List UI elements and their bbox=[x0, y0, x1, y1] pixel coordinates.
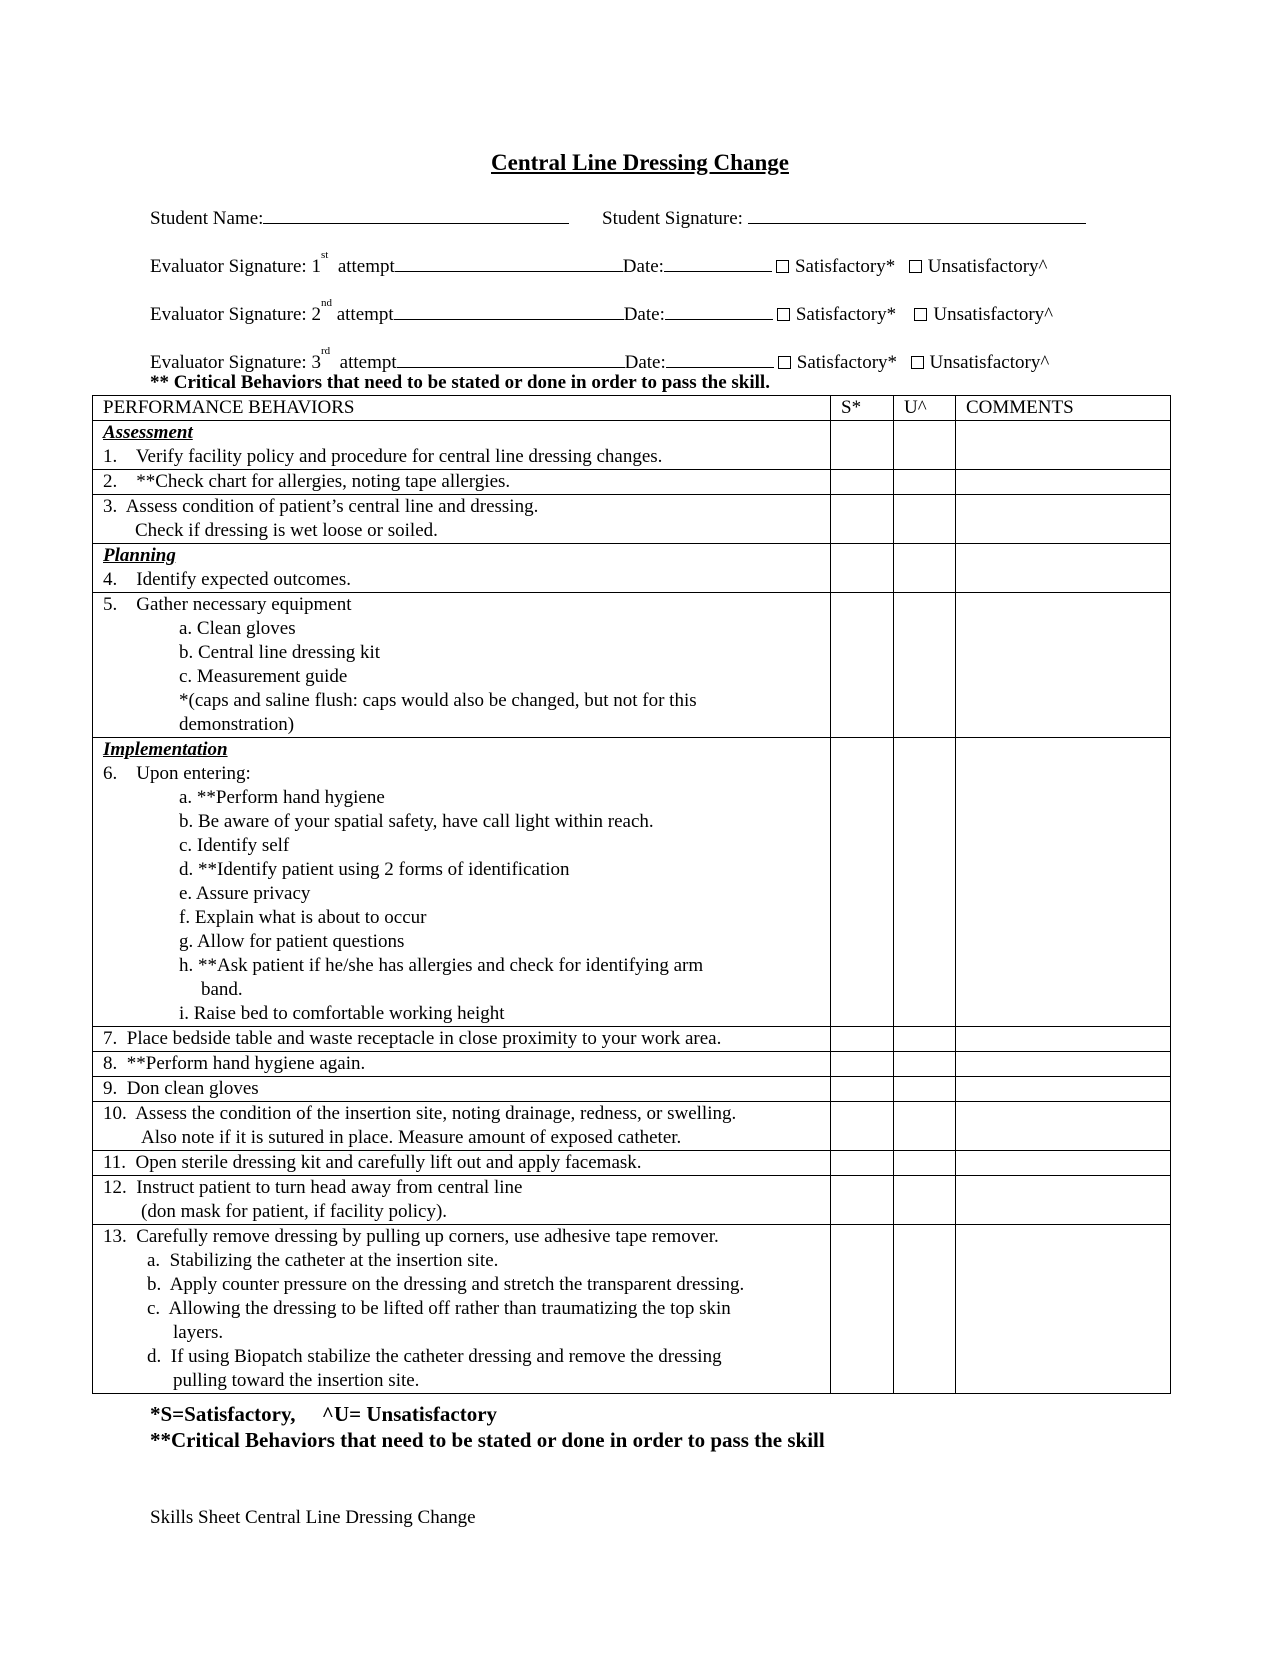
attempt-1-unsatisfactory-label: Unsatisfactory^ bbox=[927, 256, 1048, 277]
behavior-8: 8. **Perform hand hygiene again. bbox=[103, 1053, 366, 1074]
behavior-5c: c. Measurement guide bbox=[179, 666, 348, 687]
behavior-10: 10. Assess the condition of the insertion site, noting drainage, redness, or swelling. bbox=[103, 1103, 737, 1124]
table-row bbox=[93, 1052, 1171, 1077]
behavior-13c: c. Allowing the dressing to be lifted off rather than traumatizing the top skin bbox=[147, 1298, 731, 1319]
behavior-6i: i. Raise bed to comfortable working height bbox=[179, 1003, 505, 1024]
comments-cell[interactable] bbox=[956, 495, 1171, 544]
behavior-5d-cont: demonstration) bbox=[179, 714, 295, 735]
behavior-6h-cont: band. bbox=[201, 979, 243, 1000]
attempt-3-satisfactory-checkbox[interactable] bbox=[778, 356, 791, 369]
critical-behaviors-footer: **Critical Behaviors that need to be stated or done in order to pass the skill bbox=[150, 1428, 825, 1452]
behavior-13: 13. Carefully remove dressing by pulling up corners, use adhesive tape remover. bbox=[103, 1226, 719, 1247]
comments-cell[interactable] bbox=[956, 1102, 1171, 1151]
u-cell[interactable] bbox=[894, 470, 956, 495]
behavior-11: 11. Open sterile dressing kit and carefully lift out and apply facemask. bbox=[103, 1152, 642, 1173]
behavior-6b: b. Be aware of your spatial safety, have call light within reach. bbox=[179, 811, 654, 832]
critical-behaviors-note: ** Critical Behaviors that need to be stated or done in order to pass the skill. bbox=[150, 372, 770, 393]
u-cell[interactable] bbox=[894, 1225, 956, 1394]
behavior-6a: a. **Perform hand hygiene bbox=[179, 787, 385, 808]
table-header-row bbox=[93, 396, 1171, 421]
behavior-13d: d. If using Biopatch stabilize the catheter dressing and remove the dressing bbox=[147, 1346, 722, 1367]
s-cell[interactable] bbox=[831, 421, 894, 470]
table-row bbox=[93, 421, 1171, 470]
attempt-3-date-field[interactable] bbox=[666, 347, 774, 368]
s-cell[interactable] bbox=[831, 495, 894, 544]
table-row bbox=[93, 470, 1171, 495]
attempt-3-satisfactory-label: Satisfactory* bbox=[796, 352, 898, 373]
comments-cell[interactable] bbox=[956, 1052, 1171, 1077]
attempt-1-label: Evaluator Signature: 1 bbox=[150, 256, 321, 277]
table-row bbox=[93, 1027, 1171, 1052]
table-row bbox=[93, 1077, 1171, 1102]
attempt-3-unsatisfactory-checkbox[interactable] bbox=[911, 356, 924, 369]
behavior-6: 6. Upon entering: bbox=[103, 763, 251, 784]
legend: *S=Satisfactory, ^U= Unsatisfactory bbox=[150, 1402, 498, 1426]
attempt-2-date-field[interactable] bbox=[665, 299, 773, 320]
attempt-2-unsatisfactory-checkbox[interactable] bbox=[914, 308, 927, 321]
comments-cell[interactable] bbox=[956, 544, 1171, 593]
s-cell[interactable] bbox=[831, 1225, 894, 1394]
comments-cell[interactable] bbox=[956, 593, 1171, 738]
comments-cell[interactable] bbox=[956, 470, 1171, 495]
table-row bbox=[93, 1151, 1171, 1176]
table-row bbox=[93, 1102, 1171, 1151]
section-implementation: Implementation bbox=[103, 739, 228, 760]
header-unsatisfactory: U^ bbox=[894, 396, 956, 421]
u-cell[interactable] bbox=[894, 593, 956, 738]
behavior-6c: c. Identify self bbox=[179, 835, 290, 856]
header-comments: COMMENTS bbox=[956, 396, 1171, 421]
behavior-6f: f. Explain what is about to occur bbox=[179, 907, 427, 928]
section-assessment: Assessment bbox=[103, 422, 193, 443]
sheet-name-footer: Skills Sheet Central Line Dressing Change bbox=[150, 1507, 476, 1528]
behavior-6h: h. **Ask patient if he/she has allergies and check for identifying arm bbox=[179, 955, 704, 976]
attempt-3-suffix: attempt bbox=[339, 352, 397, 373]
behavior-13d-cont: pulling toward the insertion site. bbox=[173, 1370, 420, 1391]
attempt-1-suffix: attempt bbox=[337, 256, 395, 277]
u-cell[interactable] bbox=[894, 1151, 956, 1176]
attempt-1-date-field[interactable] bbox=[664, 251, 772, 272]
header-performance-behaviors: PERFORMANCE BEHAVIORS bbox=[93, 396, 831, 421]
table-row bbox=[93, 1225, 1171, 1394]
behavior-7: 7. Place bedside table and waste receptacle in close proximity to your work area. bbox=[103, 1028, 722, 1049]
behavior-5a: a. Clean gloves bbox=[179, 618, 296, 639]
s-cell[interactable] bbox=[831, 1102, 894, 1151]
comments-cell[interactable] bbox=[956, 1176, 1171, 1225]
behavior-12: 12. Instruct patient to turn head away from central line bbox=[103, 1177, 523, 1198]
u-cell[interactable] bbox=[894, 1027, 956, 1052]
attempt-2-satisfactory-label: Satisfactory* bbox=[795, 304, 897, 325]
attempt-1-date-label: Date: bbox=[622, 256, 664, 277]
u-cell[interactable] bbox=[894, 738, 956, 1027]
s-cell[interactable] bbox=[831, 1151, 894, 1176]
behavior-9: 9. Don clean gloves bbox=[103, 1078, 259, 1099]
table-row bbox=[93, 1176, 1171, 1225]
student-signature-row bbox=[602, 203, 1086, 230]
s-cell[interactable] bbox=[831, 738, 894, 1027]
behavior-3-detail: Check if dressing is wet loose or soiled. bbox=[135, 520, 438, 541]
s-cell[interactable] bbox=[831, 593, 894, 738]
attempt-2-date-label: Date: bbox=[623, 304, 665, 325]
behavior-5b: b. Central line dressing kit bbox=[179, 642, 381, 663]
attempt-2-satisfactory-checkbox[interactable] bbox=[777, 308, 790, 321]
behavior-12-cont: (don mask for patient, if facility policy). bbox=[141, 1201, 448, 1222]
behavior-5: 5. Gather necessary equipment bbox=[103, 594, 352, 615]
student-signature-label: Student Signature: bbox=[602, 208, 743, 229]
u-cell[interactable] bbox=[894, 495, 956, 544]
u-cell[interactable] bbox=[894, 1102, 956, 1151]
u-cell[interactable] bbox=[894, 1077, 956, 1102]
behavior-10-cont: Also note if it is sutured in place. Measure amount of exposed catheter. bbox=[141, 1127, 682, 1148]
attempt-3-date-label: Date: bbox=[624, 352, 666, 373]
page-title: Central Line Dressing Change bbox=[491, 150, 789, 175]
behavior-13c-cont: layers. bbox=[173, 1322, 224, 1343]
behavior-2: 2. **Check chart for allergies, noting tape allergies. bbox=[103, 471, 511, 492]
table-row bbox=[93, 495, 1171, 544]
u-cell[interactable] bbox=[894, 421, 956, 470]
u-cell[interactable] bbox=[894, 544, 956, 593]
student-name-label: Student Name: bbox=[150, 208, 264, 229]
evaluator-2-signature-field[interactable] bbox=[394, 299, 624, 320]
evaluator-attempt-2 bbox=[150, 299, 1053, 326]
table-row bbox=[93, 544, 1171, 593]
student-name-field[interactable] bbox=[263, 203, 569, 224]
header-satisfactory: S* bbox=[831, 396, 894, 421]
comments-cell[interactable] bbox=[956, 1027, 1171, 1052]
behavior-6e: e. Assure privacy bbox=[179, 883, 311, 904]
attempt-1-unsatisfactory-checkbox[interactable] bbox=[909, 260, 922, 273]
behavior-6g: g. Allow for patient questions bbox=[179, 931, 405, 952]
evaluator-attempt-1 bbox=[150, 251, 1047, 278]
comments-cell[interactable] bbox=[956, 1225, 1171, 1394]
u-cell[interactable] bbox=[894, 1176, 956, 1225]
evaluator-3-signature-field[interactable] bbox=[397, 347, 625, 368]
table-row bbox=[93, 738, 1171, 1027]
attempt-1-ordinal: st bbox=[320, 249, 329, 261]
attempt-3-unsatisfactory-label: Unsatisfactory^ bbox=[929, 352, 1050, 373]
comments-cell[interactable] bbox=[956, 1077, 1171, 1102]
evaluator-attempt-3 bbox=[150, 347, 1049, 374]
s-cell[interactable] bbox=[831, 1052, 894, 1077]
behavior-13b: b. Apply counter pressure on the dressing and stretch the transparent dressing. bbox=[147, 1274, 745, 1295]
section-planning: Planning bbox=[103, 545, 176, 566]
performance-table bbox=[92, 395, 1171, 1394]
s-cell[interactable] bbox=[831, 470, 894, 495]
comments-cell[interactable] bbox=[956, 738, 1171, 1027]
attempt-2-suffix: attempt bbox=[336, 304, 394, 325]
student-name-row bbox=[150, 203, 569, 230]
attempt-1-satisfactory-checkbox[interactable] bbox=[776, 260, 789, 273]
behavior-1: 1. Verify facility policy and procedure for central line dressing changes. bbox=[103, 446, 663, 467]
s-cell[interactable] bbox=[831, 544, 894, 593]
behavior-6d: d. **Identify patient using 2 forms of identification bbox=[179, 859, 570, 880]
behavior-4: 4. Identify expected outcomes. bbox=[103, 569, 351, 590]
table-row bbox=[93, 593, 1171, 738]
behavior-3: 3. Assess condition of patient’s central line and dressing. bbox=[103, 496, 539, 517]
evaluator-1-signature-field[interactable] bbox=[395, 251, 623, 272]
attempt-3-ordinal: rd bbox=[320, 345, 331, 357]
student-signature-field[interactable] bbox=[748, 203, 1086, 224]
attempt-2-label: Evaluator Signature: 2 bbox=[150, 304, 321, 325]
comments-cell[interactable] bbox=[956, 1151, 1171, 1176]
comments-cell[interactable] bbox=[956, 421, 1171, 470]
s-cell[interactable] bbox=[831, 1176, 894, 1225]
attempt-2-ordinal: nd bbox=[320, 297, 332, 309]
attempt-2-unsatisfactory-label: Unsatisfactory^ bbox=[933, 304, 1054, 325]
behavior-5d: *(caps and saline flush: caps would also be changed, but not for this bbox=[179, 690, 697, 711]
attempt-3-label: Evaluator Signature: 3 bbox=[150, 352, 321, 373]
s-cell[interactable] bbox=[831, 1077, 894, 1102]
behavior-13a: a. Stabilizing the catheter at the insertion site. bbox=[147, 1250, 499, 1271]
s-cell[interactable] bbox=[831, 1027, 894, 1052]
u-cell[interactable] bbox=[894, 1052, 956, 1077]
attempt-1-satisfactory-label: Satisfactory* bbox=[794, 256, 896, 277]
